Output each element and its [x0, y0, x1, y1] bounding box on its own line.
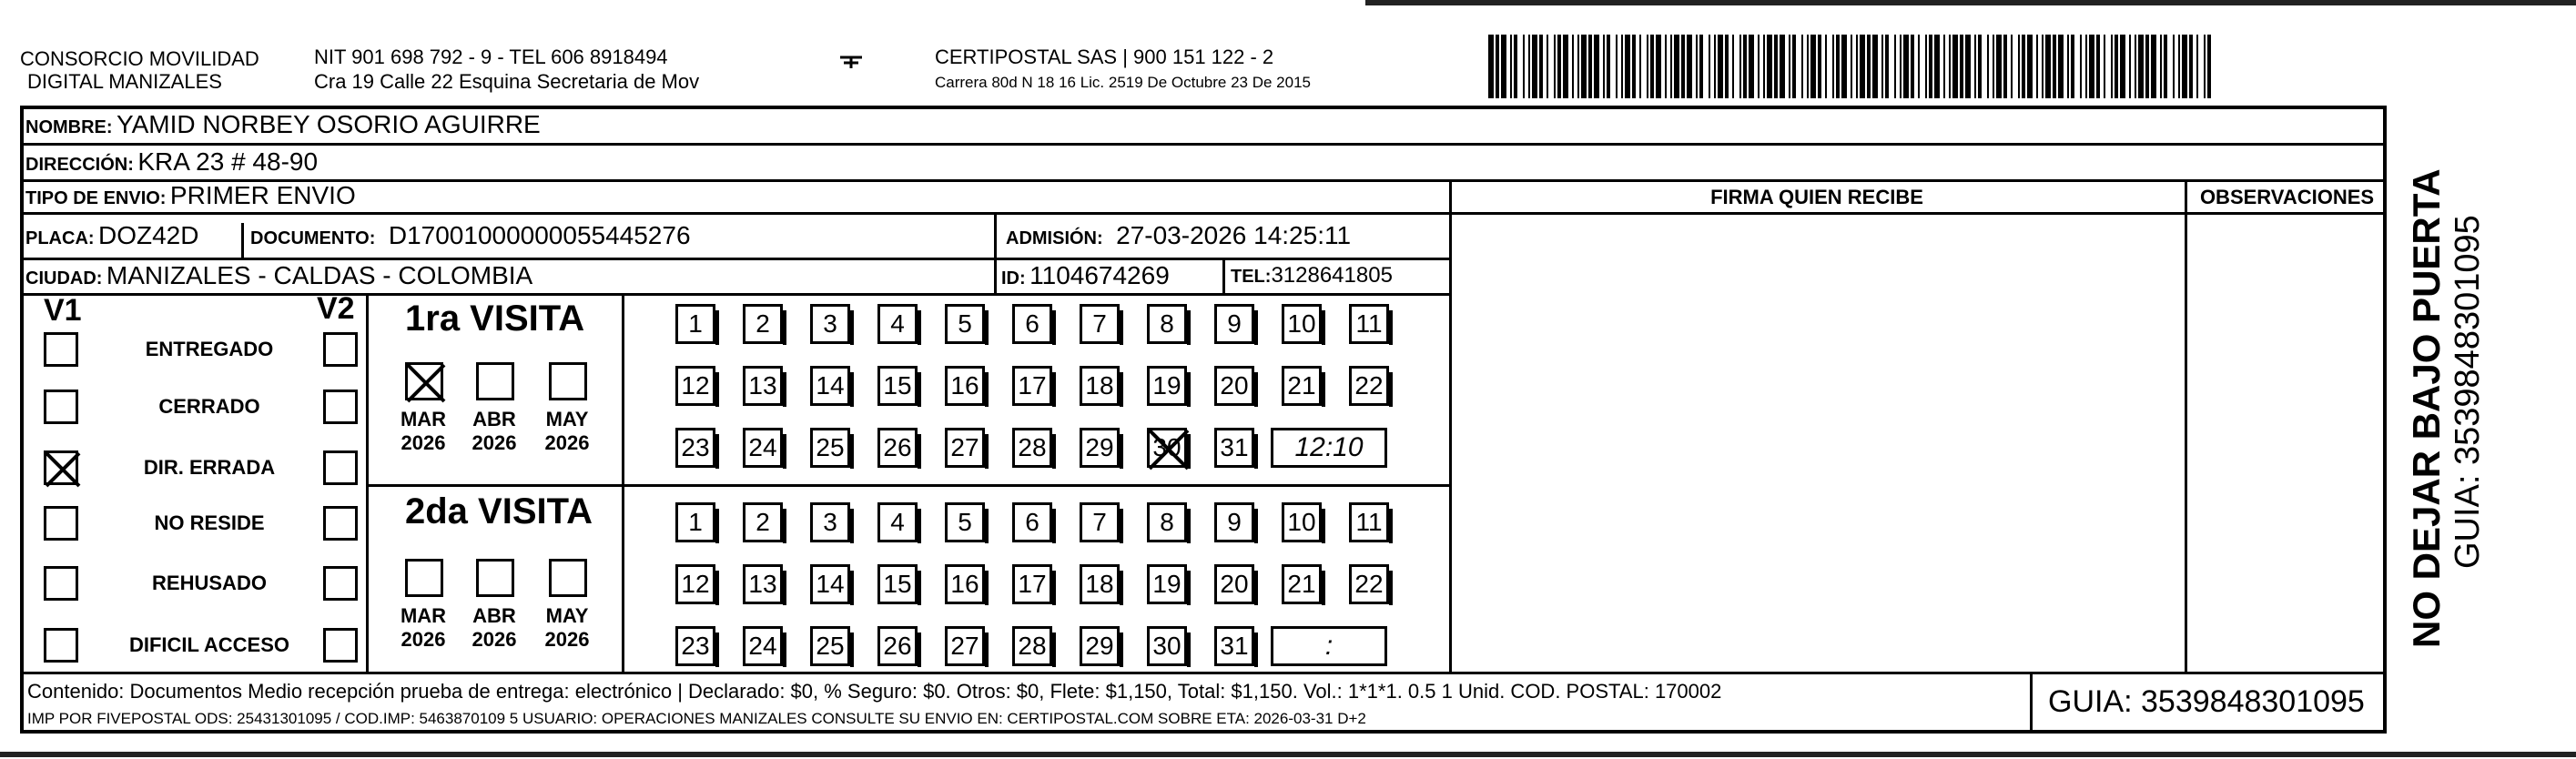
visit2-day-15[interactable] — [877, 564, 918, 604]
placa-label: PLACA: — [25, 228, 95, 248]
visit1-day-23[interactable] — [675, 428, 715, 468]
day-number: 22 — [1354, 570, 1384, 598]
no-dejar-bajo-puerta: NO DEJAR BAJO PUERTA — [2405, 168, 2448, 648]
visit1-day-5[interactable] — [945, 304, 985, 344]
day-number: 26 — [883, 632, 912, 660]
visit2-day-1[interactable] — [675, 502, 715, 542]
visit1-month-box-0[interactable] — [405, 362, 443, 400]
month-name: MAY — [545, 408, 589, 430]
visit2-day-5[interactable] — [945, 502, 985, 542]
courier-line-1: CERTIPOSTAL SAS | 900 151 122 - 2 — [935, 46, 1274, 68]
admision-label: ADMISIÓN: — [1006, 228, 1103, 248]
bottom-edge — [0, 752, 2576, 757]
v1-checkbox-2[interactable] — [44, 450, 78, 485]
day-number: 24 — [748, 632, 777, 660]
visit1-day-11[interactable] — [1349, 304, 1389, 344]
visit2-day-26[interactable] — [877, 626, 918, 666]
day-number: 30 — [1152, 433, 1182, 461]
day-number: 19 — [1152, 570, 1182, 598]
visit1-day-30[interactable] — [1147, 428, 1187, 468]
day-number: 25 — [816, 632, 845, 660]
address-line: Cra 19 Calle 22 Esquina Secretaria de Mov — [314, 70, 700, 93]
shipping-type: PRIMER ENVIO — [169, 181, 356, 209]
visit2-day-17[interactable] — [1012, 564, 1052, 604]
day-number: 26 — [883, 433, 912, 461]
visit2-day-31[interactable] — [1214, 626, 1254, 666]
day-number: 27 — [950, 433, 979, 461]
month-year: 2026 — [472, 431, 517, 454]
visit2-month-label-2 — [540, 604, 594, 652]
ciudad-label: CIUDAD: — [25, 268, 103, 288]
day-number: 22 — [1354, 371, 1384, 400]
visit1-month-box-2[interactable] — [549, 362, 587, 400]
day-number: 23 — [681, 632, 710, 660]
documento-label: DOCUMENTO: — [250, 228, 376, 248]
recipient-id: 1104674269 — [1029, 261, 1170, 289]
plate-number: DOZ42D — [98, 221, 199, 249]
visit2-month-box-1[interactable] — [476, 559, 514, 597]
day-number: 10 — [1287, 508, 1316, 536]
visit1-day-28[interactable] — [1012, 428, 1052, 468]
recipient-address: KRA 23 # 48-90 — [137, 147, 319, 176]
day-number: 4 — [890, 508, 905, 536]
day-number: 9 — [1227, 508, 1242, 536]
v1-checkbox-1[interactable] — [44, 390, 78, 424]
visit2-day-28[interactable] — [1012, 626, 1052, 666]
day-number: 2 — [756, 309, 770, 338]
day-number: 15 — [883, 371, 912, 400]
month-year: 2026 — [401, 628, 446, 651]
observaciones-header: OBSERVACIONES — [2199, 186, 2375, 208]
visit1-day-15[interactable] — [877, 366, 918, 406]
visit1-day-3[interactable] — [810, 304, 850, 344]
v1-checkbox-4[interactable] — [44, 566, 78, 601]
nit-line: NIT 901 698 792 - 9 - TEL 606 8918494 — [314, 46, 668, 68]
imp-line: IMP POR FIVEPOSTAL ODS: 25431301095 / COD.IMP: 5463870109 5 USUARIO: OPERACIONES MANIZALES CONSULTE SU ENVIO EN: CERTIPOSTAL.COM SOBRE ETA: 2026-03-31 D+2 — [27, 710, 1366, 727]
day-number: 13 — [748, 371, 777, 400]
visit1-day-12[interactable] — [675, 366, 715, 406]
day-number: 12 — [681, 570, 710, 598]
visit2-day-7[interactable] — [1080, 502, 1120, 542]
visit2-day-9[interactable] — [1214, 502, 1254, 542]
v2-header: V2 — [317, 291, 355, 326]
day-number: 11 — [1355, 309, 1383, 338]
month-name: MAR — [400, 408, 447, 430]
check-x-icon — [1146, 427, 1193, 474]
day-number: 31 — [1220, 632, 1249, 660]
visit1-hour-box[interactable]: 12:10 — [1271, 428, 1387, 468]
visit2-hour-box[interactable]: : — [1271, 626, 1387, 666]
day-number: 3 — [823, 309, 837, 338]
day-number: 5 — [958, 309, 972, 338]
day-number: 15 — [883, 570, 912, 598]
month-name: ABR — [472, 604, 516, 627]
day-number: 30 — [1152, 632, 1182, 660]
visit2-day-22[interactable] — [1349, 564, 1389, 604]
v2-checkbox-4[interactable] — [323, 566, 358, 601]
day-number: 11 — [1355, 508, 1383, 536]
v2-checkbox-0[interactable] — [323, 332, 358, 367]
recipient-name: YAMID NORBEY OSORIO AGUIRRE — [117, 110, 541, 138]
visit1-month-label-0 — [396, 408, 451, 455]
visit1-day-24[interactable] — [743, 428, 783, 468]
visit-1-title: 1ra VISITA — [405, 299, 585, 339]
month-year: 2026 — [544, 628, 590, 651]
courier-line-2: Carrera 80d N 18 16 Lic. 2519 De Octubre 23 De 2015 — [935, 74, 1311, 91]
visit2-day-6[interactable] — [1012, 502, 1052, 542]
visit2-day-23[interactable] — [675, 626, 715, 666]
day-number: 25 — [816, 433, 845, 461]
visit2-day-3[interactable] — [810, 502, 850, 542]
visit2-day-11[interactable] — [1349, 502, 1389, 542]
visit2-day-30[interactable] — [1147, 626, 1187, 666]
visit2-day-10[interactable] — [1282, 502, 1322, 542]
day-number: 21 — [1287, 570, 1316, 598]
id-label: ID: — [1001, 268, 1026, 288]
day-number: 7 — [1092, 309, 1107, 338]
v1-header: V1 — [44, 293, 82, 328]
month-year: 2026 — [544, 431, 590, 454]
visit2-day-8[interactable] — [1147, 502, 1187, 542]
city: MANIZALES - CALDAS - COLOMBIA — [106, 261, 533, 289]
day-number: 8 — [1160, 508, 1174, 536]
reason-label-1: CERRADO — [158, 395, 260, 418]
check-x-icon — [404, 361, 450, 407]
top-edge — [1365, 0, 2576, 5]
day-number: 14 — [816, 371, 845, 400]
day-number: 10 — [1287, 309, 1316, 338]
visit1-day-6[interactable] — [1012, 304, 1052, 344]
reason-label-5: DIFICIL ACCESO — [128, 633, 289, 656]
month-year: 2026 — [472, 628, 517, 651]
visit-2-title: 2da VISITA — [405, 491, 593, 531]
firma-header: FIRMA QUIEN RECIBE — [1710, 186, 1923, 208]
visit1-day-9[interactable] — [1214, 304, 1254, 344]
visit1-day-19[interactable] — [1147, 366, 1187, 406]
guia-footer: GUIA: 3539848301095 — [2048, 684, 2365, 719]
v2-checkbox-1[interactable] — [323, 390, 358, 424]
reason-label-3: NO RESIDE — [154, 511, 265, 534]
day-number: 29 — [1085, 433, 1114, 461]
visit1-day-31[interactable] — [1214, 428, 1254, 468]
reason-label-4: REHUSADO — [152, 572, 267, 594]
day-number: 6 — [1025, 508, 1040, 536]
day-number: 19 — [1152, 371, 1182, 400]
visit2-month-label-0 — [396, 604, 451, 652]
day-number: 18 — [1085, 371, 1114, 400]
day-number: 23 — [681, 433, 710, 461]
day-number: 29 — [1085, 632, 1114, 660]
day-number: 13 — [748, 570, 777, 598]
visit2-month-label-1 — [467, 604, 522, 652]
v1-checkbox-5[interactable] — [44, 628, 78, 663]
visit1-day-4[interactable] — [877, 304, 918, 344]
month-name: MAY — [545, 604, 589, 627]
day-number: 28 — [1018, 632, 1047, 660]
visit1-day-8[interactable] — [1147, 304, 1187, 344]
day-number: 3 — [823, 508, 837, 536]
day-number: 21 — [1287, 371, 1316, 400]
v1-checkbox-3[interactable] — [44, 506, 78, 541]
day-number: 14 — [816, 570, 845, 598]
tel-label: TEL: — [1231, 267, 1272, 287]
day-number: 1 — [688, 508, 703, 536]
visit1-day-27[interactable] — [945, 428, 985, 468]
visit2-day-24[interactable] — [743, 626, 783, 666]
reason-label-0: ENTREGADO — [145, 338, 274, 360]
month-year: 2026 — [401, 431, 446, 454]
day-number: 9 — [1227, 309, 1242, 338]
visit2-day-29[interactable] — [1080, 626, 1120, 666]
visit2-month-box-2[interactable] — [549, 559, 587, 597]
v2-checkbox-3[interactable] — [323, 506, 358, 541]
visit1-day-16[interactable] — [945, 366, 985, 406]
month-name: ABR — [472, 408, 516, 430]
visit1-day-18[interactable] — [1080, 366, 1120, 406]
check-x-icon — [43, 450, 85, 491]
day-number: 4 — [890, 309, 905, 338]
visit2-day-16[interactable] — [945, 564, 985, 604]
day-number: 16 — [950, 371, 979, 400]
visit2-month-box-0[interactable] — [405, 559, 443, 597]
day-number: 20 — [1220, 371, 1249, 400]
company-line-2: DIGITAL MANIZALES — [27, 70, 222, 93]
visit1-day-13[interactable] — [743, 366, 783, 406]
contenido-line: Contenido: Documentos Medio recepción prueba de entrega: electrónico | Declarado: $0, % Seguro: $0. Otros: $0, Flete: $1,150, Total: $1,150. Vol.: 1*1*1. 0.5 1 Unid. COD. POSTAL: 170002 — [27, 680, 1722, 703]
document-number: D17001000000055445276 — [388, 221, 691, 249]
visit2-day-18[interactable] — [1080, 564, 1120, 604]
visit1-day-2[interactable] — [743, 304, 783, 344]
month-name: MAR — [400, 604, 447, 627]
reason-label-2: DIR. ERRADA — [143, 456, 276, 479]
day-number: 6 — [1025, 309, 1040, 338]
day-number: 17 — [1018, 371, 1047, 400]
visit2-day-12[interactable] — [675, 564, 715, 604]
visit1-day-22[interactable] — [1349, 366, 1389, 406]
recipient-phone: 3128641805 — [1271, 263, 1393, 288]
day-number: 24 — [748, 433, 777, 461]
visit1-day-25[interactable] — [810, 428, 850, 468]
visit1-day-17[interactable] — [1012, 366, 1052, 406]
v2-checkbox-5[interactable] — [323, 628, 358, 663]
v1-checkbox-0[interactable] — [44, 332, 78, 367]
day-number: 7 — [1092, 508, 1107, 536]
visit1-day-26[interactable] — [877, 428, 918, 468]
day-number: 16 — [950, 570, 979, 598]
visit1-day-14[interactable] — [810, 366, 850, 406]
day-number: 12 — [681, 371, 710, 400]
visit1-day-21[interactable] — [1282, 366, 1322, 406]
direccion-label: DIRECCIÓN: — [25, 155, 134, 175]
visit2-day-21[interactable] — [1282, 564, 1322, 604]
day-number: 18 — [1085, 570, 1114, 598]
v2-checkbox-2[interactable] — [323, 450, 358, 485]
visit2-day-19[interactable] — [1147, 564, 1187, 604]
day-number: 1 — [688, 309, 703, 338]
visit2-day-14[interactable] — [810, 564, 850, 604]
visit1-day-29[interactable] — [1080, 428, 1120, 468]
tipo-envio-label: TIPO DE ENVIO: — [25, 188, 167, 208]
visit2-day-13[interactable] — [743, 564, 783, 604]
company-line-1: CONSORCIO MOVILIDAD — [20, 47, 259, 70]
guia-vertical: GUIA: 3539848301095 — [2449, 215, 2487, 569]
day-number: 31 — [1220, 433, 1249, 461]
visit1-day-1[interactable] — [675, 304, 715, 344]
day-number: 8 — [1160, 309, 1174, 338]
visit1-month-label-2 — [540, 408, 594, 455]
visit1-day-10[interactable] — [1282, 304, 1322, 344]
visit1-month-box-1[interactable] — [476, 362, 514, 400]
visit2-day-4[interactable] — [877, 502, 918, 542]
nombre-label: NOMBRE: — [25, 117, 113, 137]
day-number: 17 — [1018, 570, 1047, 598]
day-number: 27 — [950, 632, 979, 660]
courier-logo-icon — [833, 50, 869, 77]
visit2-day-25[interactable] — [810, 626, 850, 666]
visit2-day-20[interactable] — [1214, 564, 1254, 604]
visit2-day-2[interactable] — [743, 502, 783, 542]
admission-datetime: 27-03-2026 14:25:11 — [1116, 221, 1352, 249]
day-number: 2 — [756, 508, 770, 536]
visit1-day-7[interactable] — [1080, 304, 1120, 344]
visit2-day-27[interactable] — [945, 626, 985, 666]
visit1-day-20[interactable] — [1214, 366, 1254, 406]
barcode — [1488, 35, 2212, 98]
day-number: 28 — [1018, 433, 1047, 461]
visit1-month-label-1 — [467, 408, 522, 455]
day-number: 20 — [1220, 570, 1249, 598]
day-number: 5 — [958, 508, 972, 536]
